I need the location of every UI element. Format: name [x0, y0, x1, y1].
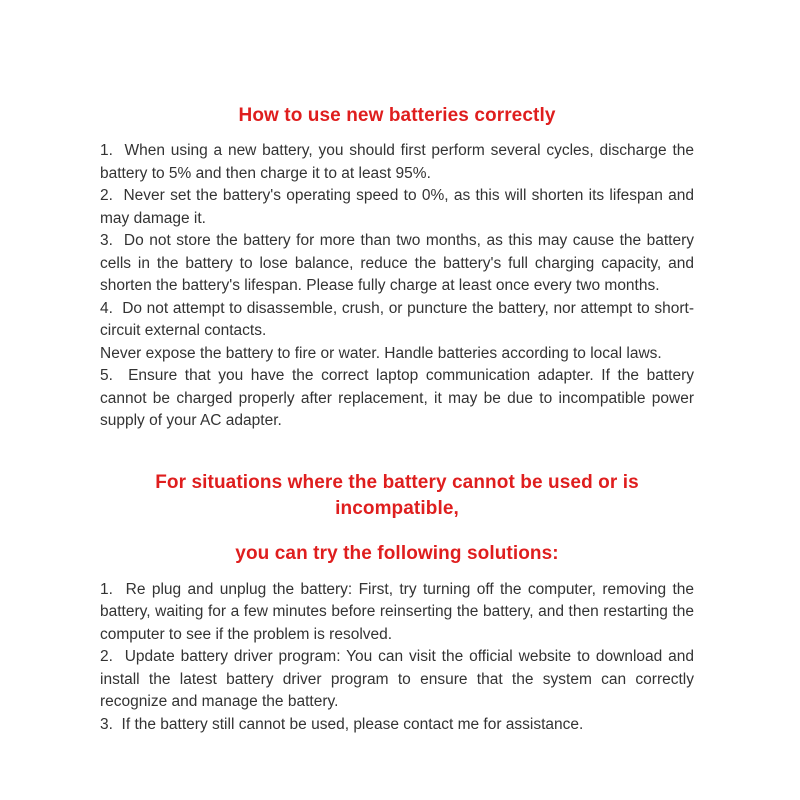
instruction-item: 2. Never set the battery's operating speed to 0%, as this will shorten its lifespan and may damage it. [100, 187, 694, 227]
solution-item: 1. Re plug and unplug the battery: First, try turning off the computer, removing the battery, waiting for a few minutes before reinserting the battery, and then restarting the computer to see if the problem is resolved. [100, 580, 694, 643]
instruction-item: 5. Ensure that you have the correct laptop communication adapter. If the battery cannot be charged properly after replacement, it may be due to incompatible power supply of your AC adapter. [100, 367, 694, 429]
solution-item: 2. Update battery driver program: You can visit the official website to download and install the latest battery driver program to ensure that the system can correctly recognize and manage the battery. [100, 648, 694, 710]
content-area [100, 103, 694, 736]
section2-title-line1: For situations where the battery cannot be used or is incompatible, [155, 471, 639, 519]
section1-body [100, 140, 694, 433]
section1-title: How to use new batteries correctly [238, 105, 556, 126]
section2-body [100, 579, 694, 737]
instruction-item: Never expose the battery to fire or water. Handle batteries according to local laws. [100, 344, 662, 362]
section2-title-line2: you can try the following solutions: [235, 542, 559, 564]
instruction-item: 1. When using a new battery, you should first perform several cycles, discharge the battery to 5% and then charge it to at least 95%. [100, 142, 694, 182]
instruction-item: 4. Do not attempt to disassemble, crush, or puncture the battery, nor attempt to short-circuit external contacts. [100, 299, 694, 339]
instruction-item: 3. Do not store the battery for more than two months, as this may cause the battery cells in the battery to lose balance, reduce the battery's full charging capacity, and shorten the battery's lifespan. Please fully charge at least once every two months. [100, 232, 694, 294]
solution-item: 3. If the battery still cannot be used, please contact me for assistance. [100, 715, 584, 733]
